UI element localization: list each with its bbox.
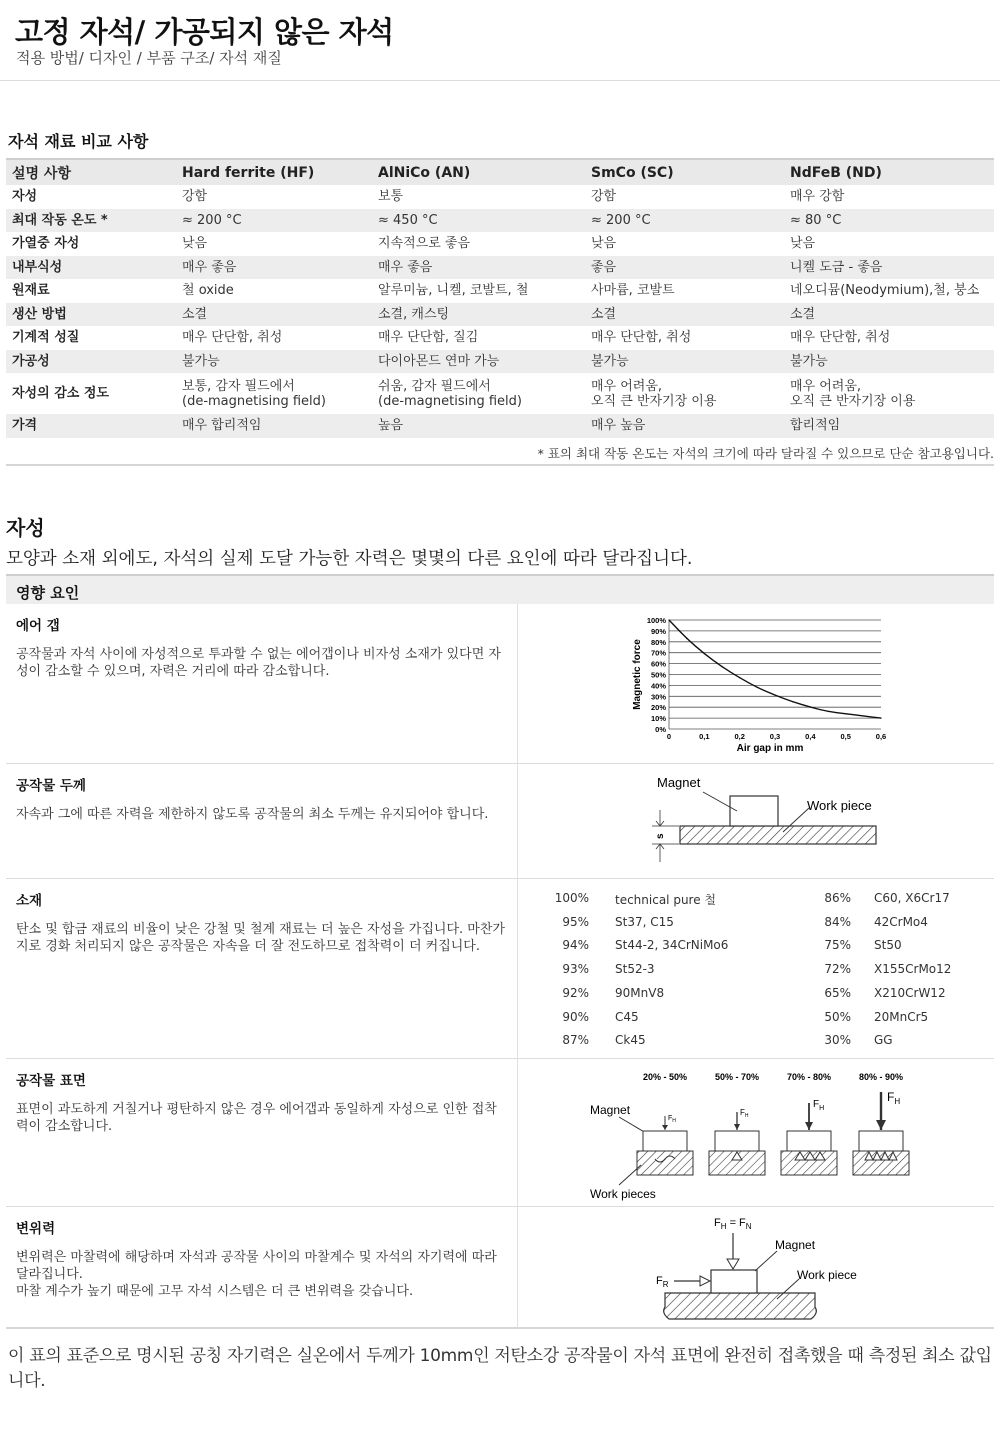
material-name: 90MnV8: [615, 985, 665, 1000]
displacement-diagram: [519, 1207, 994, 1329]
thickness-figure: [519, 764, 994, 878]
data-point: [704, 653, 705, 654]
factor-row-thickness: [6, 764, 994, 879]
magnet-shape: [859, 1131, 903, 1151]
force-label: F: [887, 1090, 895, 1104]
column-header: Hard ferrite (HF): [176, 159, 372, 185]
table-cell: 매우 좋음: [176, 256, 372, 280]
data-point: [827, 711, 828, 712]
factor-heading: 공작물 표면: [16, 1073, 86, 1089]
data-point: [792, 701, 793, 702]
workpiece-label: Work piece: [797, 1268, 857, 1282]
x-tick-label: 0,5: [840, 732, 851, 741]
table-cell: 다이아몬드 연마 가능: [372, 350, 585, 374]
data-point: [845, 713, 846, 714]
magnet-shape: [715, 1131, 759, 1151]
data-point: [739, 677, 740, 678]
material-name: X155CrMo12: [874, 962, 952, 977]
surface-diagram: [519, 1059, 994, 1207]
material-percent: 72%: [824, 962, 851, 977]
material-percent: 75%: [824, 938, 851, 953]
y-tick-label: 0%: [655, 725, 666, 734]
table-row: [6, 279, 994, 303]
magnet-label: Magnet: [775, 1238, 816, 1252]
column-header: SmCo (SC): [585, 159, 784, 185]
data-point: [810, 707, 811, 708]
material-percent: 95%: [562, 914, 589, 929]
factor-heading: 변위력: [16, 1221, 56, 1237]
column-header: AlNiCo (AN): [372, 159, 585, 185]
displacement-figure: [519, 1207, 994, 1327]
table-cell: 소결: [784, 303, 994, 327]
table-row: [6, 185, 994, 209]
magnet-label: Magnet: [590, 1103, 631, 1117]
table-cell: 니켈 도금 - 좋음: [784, 256, 994, 280]
force-label: F: [740, 1108, 745, 1117]
fr-label: F: [656, 1275, 663, 1287]
table-cell: 소결, 캐스팅: [372, 303, 585, 327]
y-tick-label: 70%: [650, 648, 666, 658]
table-cell: 매우 좋음: [372, 256, 585, 280]
table-footnote: * 표의 최대 작동 온도는 자석의 크기에 따라 달라질 수 있으므로 단순 참고용입니다.: [537, 446, 994, 461]
table-cell: 낮음: [182, 236, 208, 252]
fr-sub: R: [662, 1280, 669, 1289]
magnet-shape: [787, 1131, 831, 1151]
factor-row-air-gap: [6, 604, 994, 764]
material-name: St50: [874, 938, 902, 953]
data-point: [863, 715, 864, 716]
table-cell: 매우 단단함, 취성: [790, 330, 891, 346]
table-cell: 매우 강함: [790, 189, 845, 205]
data-point: [774, 695, 775, 696]
factor-heading: 소재: [16, 893, 43, 909]
material-percent: 100%: [554, 891, 589, 905]
y-tick-label: 80%: [650, 637, 666, 647]
svg-text:FH: [887, 1090, 900, 1106]
table-cell: 소결: [585, 303, 784, 327]
column-header: 설명 사항: [6, 159, 176, 185]
table-cell: 사마륨, 코발트: [591, 283, 675, 299]
range-label: 50% - 70%: [715, 1072, 760, 1082]
factor-text: 공작물과 자석 사이에 자성적으로 투과할 수 없는 에어갭이나 비자성 소재가 있다면 자성이 감소할 수 있으며, 자력은 거리에 따라 감소합니다.: [16, 647, 501, 679]
factors-header: 영향 요인: [6, 574, 994, 604]
row-label: 자성의 감소 정도: [12, 386, 109, 401]
table-cell: ≈ 200 °C: [585, 209, 784, 233]
fn-label: = F: [726, 1217, 746, 1229]
table-cell: 매우 높음: [585, 414, 784, 438]
y-tick-label: 90%: [650, 626, 666, 636]
magnetism-description: 모양과 소재 외에도, 자석의 실제 도달 가능한 자력은 몇몇의 다른 요인에 따라 달라집니다.: [6, 549, 693, 569]
force-sub: H: [894, 1097, 901, 1106]
table-cell: ≈ 80 °C: [784, 209, 994, 233]
table-cell: 높음: [372, 414, 585, 438]
factor-heading: 에어 갭: [16, 618, 60, 634]
workpiece-shape: [664, 1293, 817, 1319]
y-tick-label: 20%: [650, 703, 666, 713]
row-label: 자성: [12, 189, 38, 205]
svg-text:FH = FN: [714, 1217, 752, 1231]
svg-text:FR: [656, 1275, 669, 1289]
fn-sub: N: [745, 1222, 752, 1231]
material-percent: 84%: [824, 914, 851, 929]
magnetism-title: 자성: [6, 516, 45, 540]
material-name: St44-2, 34CrNiMo6: [615, 938, 729, 953]
table-row: [6, 414, 994, 438]
table-cell: 알루미늄, 니켈, 코발트, 철: [378, 283, 529, 299]
y-axis-label: Magnetic force: [632, 639, 643, 710]
table-cell: 매우 어려움, 오직 큰 반자기장 이용: [790, 378, 916, 409]
material-name: Ck45: [615, 1033, 646, 1048]
svg-text:FH: [668, 1115, 676, 1124]
force-sub: H: [672, 1118, 676, 1124]
row-label: 가격: [6, 414, 176, 438]
table-cell: 좋음: [585, 256, 784, 280]
row-label: 기계적 성질: [12, 330, 80, 346]
material-name: C60, X6Cr17: [874, 891, 950, 905]
force-sub: H: [744, 1113, 749, 1119]
fh-label: F: [714, 1217, 721, 1229]
material-name: X210CrW12: [874, 985, 946, 1000]
factor-row-material: [6, 879, 994, 1059]
table-cell: 쉬움, 감자 필드에서 (de-magnetising field): [378, 378, 522, 409]
x-tick-label: 0,1: [699, 732, 710, 741]
workpiece-shape: [853, 1151, 909, 1175]
material-name: 20MnCr5: [874, 1009, 929, 1024]
surface-figure: [519, 1059, 994, 1206]
material-percent: 90%: [562, 1009, 589, 1024]
material-percent: 92%: [562, 985, 589, 1000]
table-cell: 낮음: [591, 236, 617, 252]
page-title: 고정 자석/ 가공되지 않은 자석: [15, 15, 394, 49]
footer-note: 이 표의 표준으로 명시된 공칭 자기력은 실온에서 두께가 10mm인 저탄소강 공작물이 자석 표면에 완전히 접촉했을 때 측정된 최소 값입니다.: [8, 1346, 992, 1391]
data-point: [668, 619, 669, 620]
material-name: 42CrMo4: [874, 914, 928, 929]
table-cell: 강함: [182, 189, 208, 205]
svg-text:FH: [813, 1099, 824, 1112]
y-tick-label: 60%: [650, 659, 666, 669]
material-name: GG: [874, 1033, 893, 1048]
workpiece-shape: [680, 826, 876, 844]
material-percent: 94%: [562, 938, 589, 953]
x-tick-label: 0,2: [734, 732, 745, 741]
table-cell: 소결: [176, 303, 372, 327]
table-cell: 낮음: [790, 236, 816, 252]
data-point: [721, 666, 722, 667]
material-percent: 87%: [562, 1033, 589, 1048]
x-tick-label: 0,3: [769, 732, 781, 741]
table-cell: 매우 어려움, 오직 큰 반자기장 이용: [591, 378, 717, 409]
comparison-header-row: [6, 159, 994, 185]
data-point: [686, 638, 687, 639]
data-point: [757, 687, 758, 688]
table-row: [6, 303, 994, 327]
dimension-label: s: [655, 833, 666, 839]
range-label: 70% - 80%: [787, 1072, 832, 1082]
factor-text: 표면이 과도하게 거칠거나 평탄하지 않은 경우 에어갭과 동일하게 자성으로 인한 접착력이 감소합니다.: [16, 1102, 497, 1134]
row-label: 최대 작동 온도 *: [6, 209, 176, 233]
divider: [6, 464, 994, 466]
table-cell: 매우 단단함, 질김: [378, 330, 479, 346]
thickness-diagram: [519, 764, 994, 879]
material-percent: 30%: [824, 1033, 851, 1048]
range-label: 20% - 50%: [643, 1072, 688, 1082]
force-sub: H: [819, 1105, 825, 1112]
y-tick-label: 30%: [650, 692, 666, 702]
table-cell: 강함: [591, 189, 617, 205]
row-label: 원재료: [12, 283, 50, 299]
x-tick-label: 0,4: [805, 732, 816, 741]
data-point: [880, 718, 881, 719]
x-tick-label: 0,6: [875, 732, 887, 741]
material-name: St37, C15: [615, 914, 674, 929]
magnet-shape: [711, 1270, 757, 1293]
row-label: 내부식성: [6, 256, 176, 280]
table-cell: 보통, 감자 필드에서 (de-magnetising field): [182, 378, 326, 409]
comparison-title: 자석 재료 비교 사항: [8, 132, 149, 151]
x-tick-label: 0: [666, 732, 672, 741]
factor-heading: 공작물 두께: [16, 778, 86, 794]
force-curve: [669, 620, 881, 718]
magnet-shape: [730, 796, 778, 826]
material-list: [519, 879, 994, 1058]
page-subtitle: 적용 방법/ 디자인 / 부품 구조/ 자석 재질: [16, 49, 282, 67]
workpieces-label: Work pieces: [590, 1187, 656, 1201]
force-label: F: [813, 1099, 820, 1110]
table-row: [6, 373, 994, 414]
table-cell: 네오디뮴(Neodymium),철, 붕소: [790, 283, 980, 299]
table-cell: 불가능: [176, 350, 372, 374]
y-tick-label: 100%: [646, 616, 666, 625]
fh-sub: H: [720, 1222, 727, 1231]
table-cell: ≈ 450 °C: [372, 209, 585, 233]
magnet-label: Magnet: [657, 775, 701, 790]
factor-row-displacement: [6, 1207, 994, 1329]
material-percent: 93%: [562, 962, 589, 977]
table-cell: 불가능: [585, 350, 784, 374]
workpiece-label: Work piece: [807, 798, 872, 813]
row-label: 생산 방법: [6, 303, 176, 327]
y-tick-label: 10%: [650, 714, 666, 724]
material-name: technical pure 철: [615, 893, 717, 907]
air-gap-chart: [519, 604, 994, 764]
table-row: [6, 256, 994, 280]
table-cell: 보통: [378, 189, 404, 205]
material-percent: 65%: [824, 985, 851, 1000]
workpiece-shape: [637, 1151, 693, 1175]
material-percent: 50%: [824, 1009, 851, 1024]
factor-text: 자속과 그에 따른 자력을 제한하지 않도록 공작물의 최소 두께는 유지되어야 합니다.: [16, 807, 489, 822]
table-cell: 합리적임: [784, 414, 994, 438]
table-cell: 매우 단단함, 취성: [591, 330, 692, 346]
material-name: St52-3: [615, 962, 655, 977]
factor-row-surface: [6, 1059, 994, 1207]
table-cell: 불가능: [784, 350, 994, 374]
row-label: 가열중 자성: [12, 236, 80, 252]
table-cell: 지속적으로 좋음: [378, 236, 471, 252]
x-axis-label: Air gap in mm: [736, 743, 804, 754]
force-label: F: [668, 1115, 673, 1122]
table-cell: 매우 단단함, 취성: [182, 330, 283, 346]
y-tick-label: 40%: [650, 681, 666, 691]
row-label: 가공성: [6, 350, 176, 374]
divider: [0, 80, 1000, 81]
table-row: [6, 209, 994, 233]
material-percent: 86%: [824, 891, 851, 905]
factor-text: 변위력은 마찰력에 해당하며 자석과 공작물 사이의 마찰계수 및 자석의 자기력에 따라 달라집니다. 마찰 계수가 높기 때문에 고무 자석 시스템은 더 큰 변위력을 갖습니다.: [16, 1250, 497, 1299]
table-cell: 철 oxide: [182, 283, 234, 299]
table-cell: 매우 합리적임: [176, 414, 372, 438]
material-name: C45: [615, 1009, 639, 1024]
table-row: [6, 326, 994, 350]
magnet-shape: [643, 1131, 687, 1151]
column-header: NdFeB (ND): [784, 159, 994, 185]
air-gap-chart-figure: [519, 604, 994, 763]
comparison-table: [6, 158, 994, 438]
factor-text: 탄소 및 합금 재료의 비율이 낮은 강철 및 철계 재료는 더 높은 자성을 가집니다. 마찬가지로 경화 처리되지 않은 공작물은 자속을 더 잘 전도하므로 접착력이 더 커집니다.: [16, 922, 505, 954]
y-tick-label: 50%: [650, 670, 666, 680]
table-cell: ≈ 200 °C: [176, 209, 372, 233]
svg-text:FH: [740, 1108, 749, 1119]
table-row: [6, 350, 994, 374]
range-label: 80% - 90%: [859, 1072, 904, 1082]
table-row: [6, 232, 994, 256]
